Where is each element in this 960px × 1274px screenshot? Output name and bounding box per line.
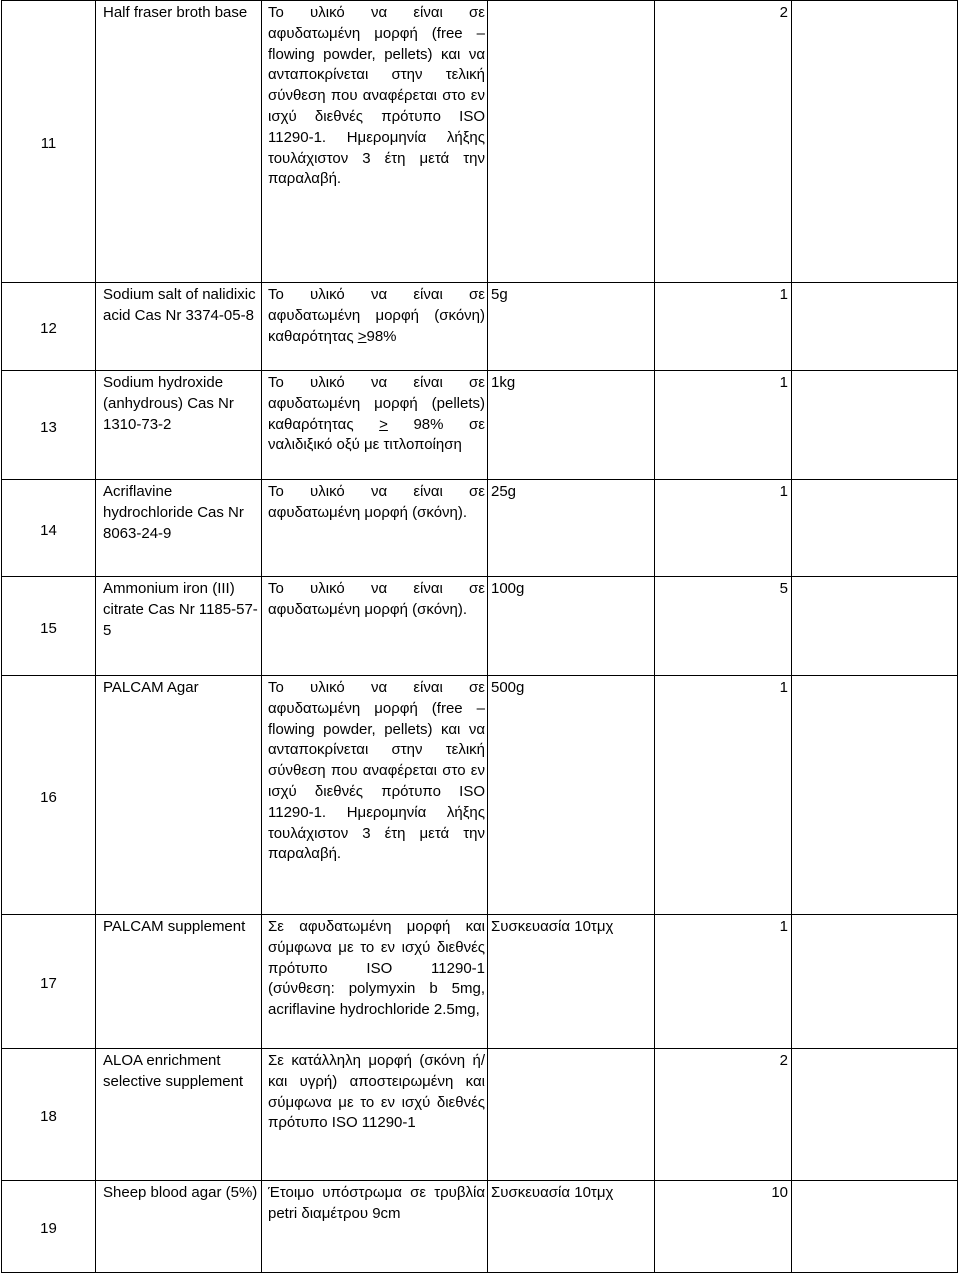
item-description <box>262 676 488 915</box>
row-number: 11 <box>2 1 96 283</box>
empty-cell <box>792 676 958 915</box>
item-name: ALOA enrichment selective supplement <box>96 1049 262 1181</box>
empty-cell <box>792 283 958 371</box>
item-packaging: Συσκευασία 10τμχ <box>488 1181 655 1273</box>
item-name: PALCAM Agar <box>96 676 262 915</box>
item-quantity: 1 <box>655 371 792 480</box>
items-table <box>1 0 958 1273</box>
table-row <box>2 1181 958 1273</box>
row-number: 12 <box>2 283 96 371</box>
item-description <box>262 371 488 480</box>
item-description <box>262 1 488 283</box>
item-description <box>262 577 488 676</box>
description-text: Το υλικό να είναι σε αφυδατωμένη μορφή (σκόνη) καθαρότητας <box>268 286 485 345</box>
item-quantity: 1 <box>655 915 792 1049</box>
item-quantity: 5 <box>655 577 792 676</box>
item-description <box>262 283 488 371</box>
item-name: Ammonium iron (III) citrate Cas Nr 1185-57-5 <box>96 577 262 676</box>
item-name: PALCAM supplement <box>96 915 262 1049</box>
empty-cell <box>792 1049 958 1181</box>
row-number: 13 <box>2 371 96 480</box>
item-packaging: 100g <box>488 577 655 676</box>
item-quantity: 1 <box>655 480 792 577</box>
item-description <box>262 1181 488 1273</box>
item-name: Sheep blood agar (5%) <box>96 1181 262 1273</box>
row-number: 19 <box>2 1181 96 1273</box>
table-row <box>2 1049 958 1181</box>
description-text: Σε κατάλληλη μορφή (σκόνη ή/και υγρή) αποστειρωμένη και σύμφωνα με το εν ισχύ διεθνές πρότυπο ISO 11290-1 <box>268 1052 485 1132</box>
empty-cell <box>792 480 958 577</box>
empty-cell <box>792 1181 958 1273</box>
item-packaging <box>488 1 655 283</box>
table-row <box>2 371 958 480</box>
empty-cell <box>792 915 958 1049</box>
empty-cell <box>792 371 958 480</box>
row-number: 18 <box>2 1049 96 1181</box>
table-row <box>2 577 958 676</box>
empty-cell <box>792 577 958 676</box>
row-number: 14 <box>2 480 96 577</box>
row-number: 17 <box>2 915 96 1049</box>
item-packaging: 25g <box>488 480 655 577</box>
item-quantity: 10 <box>655 1181 792 1273</box>
table-row <box>2 915 958 1049</box>
item-quantity: 2 <box>655 1049 792 1181</box>
row-number: 15 <box>2 577 96 676</box>
description-text: Το υλικό να είναι σε αφυδατωμένη μορφή (free – flowing powder, pellets) και να ανταποκρίνεται στην τελική σύνθεση που αναφέρεται στο εν ισχύ διεθνές πρότυπο ISO 11290-1. Ημερομηνία λήξης τουλάχιστον 3 έτη μετά την παραλαβή. <box>268 4 485 188</box>
description-text: Το υλικό να είναι σε αφυδατωμένη μορφή (σκόνη). <box>268 580 485 618</box>
item-description <box>262 1049 488 1181</box>
description-text: Σε αφυδατωμένη μορφή και σύμφωνα με το εν ισχύ διεθνές πρότυπο ISO 11290-1 (σύνθεση: polymyxin b 5mg, acriflavine hydrochloride 2.5mg, <box>268 918 485 1019</box>
item-packaging <box>488 1049 655 1181</box>
item-description <box>262 480 488 577</box>
empty-cell <box>792 1 958 283</box>
description-text: Έτοιμο υπόστρωμα σε τρυβλία petri διαμέτρου 9cm <box>268 1184 485 1222</box>
item-quantity: 2 <box>655 1 792 283</box>
description-symbol: > <box>357 327 367 345</box>
item-packaging: 1kg <box>488 371 655 480</box>
item-name: Half fraser broth base <box>96 1 262 283</box>
item-name: Acriflavine hydrochloride Cas Nr 8063-24-9 <box>96 480 262 577</box>
item-name: Sodium hydroxide (anhydrous) Cas Nr 1310-73-2 <box>96 371 262 480</box>
description-text: 98% σε ναλιδιξικό οξύ με τιτλοποίηση <box>268 415 485 454</box>
item-packaging: Συσκευασία 10τμχ <box>488 915 655 1049</box>
description-text: Το υλικό να είναι σε αφυδατωμένη μορφή (σκόνη). <box>268 483 485 521</box>
row-number: 16 <box>2 676 96 915</box>
item-packaging: 5g <box>488 283 655 371</box>
item-name: Sodium salt of nalidixic acid Cas Nr 3374-05-8 <box>96 283 262 371</box>
item-quantity: 1 <box>655 283 792 371</box>
item-packaging: 500g <box>488 676 655 915</box>
table-row <box>2 283 958 371</box>
description-text: 98% <box>366 327 397 345</box>
table-row <box>2 676 958 915</box>
table-row <box>2 1 958 283</box>
description-text: Το υλικό να είναι σε αφυδατωμένη μορφή (pellets) καθαρότητας <box>268 374 485 433</box>
table-row <box>2 480 958 577</box>
item-quantity: 1 <box>655 676 792 915</box>
description-symbol: > <box>379 415 388 433</box>
item-description <box>262 915 488 1049</box>
description-text: Το υλικό να είναι σε αφυδατωμένη μορφή (free – flowing powder, pellets) και να ανταποκρίνεται στην τελική σύνθεση που αναφέρεται στο εν ισχύ διεθνές πρότυπο ISO 11290-1. Ημερομηνία λήξης τουλάχιστον 3 έτη μετά την παραλαβή. <box>268 679 485 863</box>
